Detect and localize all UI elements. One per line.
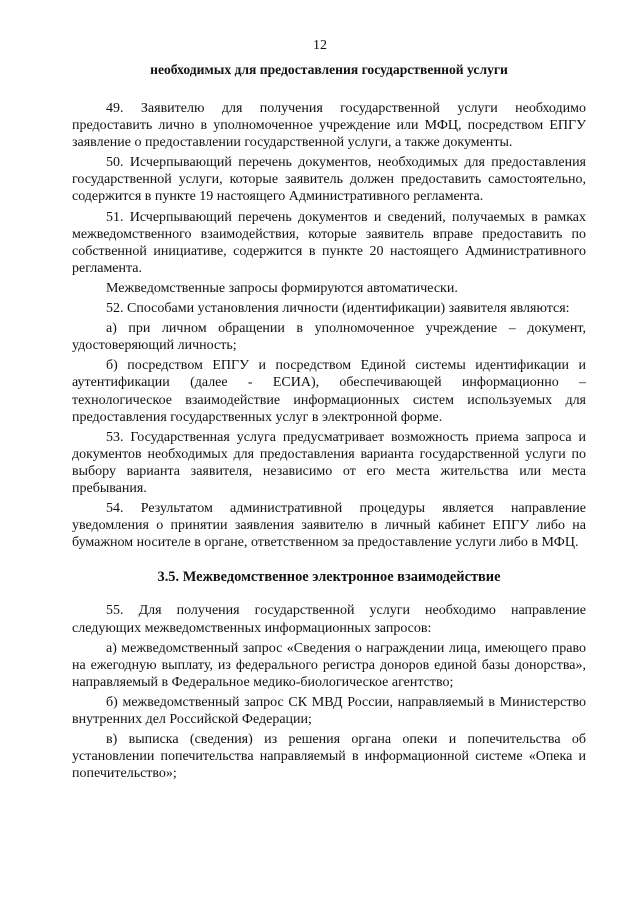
paragraph-52-b: б) посредством ЕПГУ и посредством Единой системы идентификации и аутентификации (далее - ЕСИА), обеспечивающей информационно – технологическое взаимодействие информационных систем используемых для предоставления государственных услуг в электронной форме. bbox=[72, 358, 586, 425]
paragraph-53: 53. Государственная услуга предусматривает возможность приема запроса и документов необходимых для предоставления варианта государственной услуги по выбору варианта заявителя, независимо от его места жительства или места пребывания. bbox=[72, 429, 586, 496]
paragraph-52: 52. Способами установления личности (идентификации) заявителя являются: bbox=[106, 301, 570, 317]
paragraph-auto-requests: Межведомственные запросы формируются автоматически. bbox=[106, 280, 458, 296]
section-header-continuation: необходимых для предоставления государственной услуги bbox=[150, 62, 508, 77]
paragraph-55-v: в) выписка (сведения) из решения органа опеки и попечительства об установлении попечительства направляемый в информационной системе «Опека и попечительство»; bbox=[72, 732, 586, 782]
section-title: 3.5. Межведомственное электронное взаимодействие bbox=[157, 569, 501, 586]
paragraph-50: 50. Исчерпывающий перечень документов, необходимых для предоставления государственной услуги, которые заявитель должен предоставить самостоятельно, содержится в пункте 19 настоящего Административного регламента. bbox=[72, 155, 586, 205]
paragraph-55-b: б) межведомственный запрос СК МВД России, направляемый в Министерство внутренних дел Российской Федерации; bbox=[72, 694, 586, 727]
page-number: 12 bbox=[313, 38, 327, 53]
paragraph-51: 51. Исчерпывающий перечень документов и сведений, получаемых в рамках межведомственного взаимодействия, которые заявитель вправе предоставить по собственной инициативе, содержится в пункте 20 настоящего Административного регламента. bbox=[72, 209, 586, 276]
document-body bbox=[72, 100, 586, 785]
paragraph-54: 54. Результатом административной процедуры является направление уведомления о принятии заявления заявителю в личный кабинет ЕПГУ либо на бумажном носителе в органе, ответственном за предоставление услуги либо в МФЦ. bbox=[72, 501, 586, 551]
paragraph-49: 49. Заявителю для получения государственной услуги необходимо предоставить лично в уполномоченное учреждение или МФЦ, посредством ЕПГУ заявление о предоставлении государственной услуги, а также документы. bbox=[72, 101, 586, 151]
paragraph-55: 55. Для получения государственной услуги необходимо направление следующих межведомственных информационных запросов: bbox=[72, 603, 586, 636]
paragraph-55-a: а) межведомственный запрос «Сведения о награждении лица, имеющего право на ежегодную выплату, из федерального регистра доноров единой базы донорства», направляемый в Федеральное медико-биологическое агентство; bbox=[72, 640, 586, 690]
paragraph-52-a: а) при личном обращении в уполномоченное учреждение – документ, удостоверяющий личность; bbox=[72, 321, 586, 354]
